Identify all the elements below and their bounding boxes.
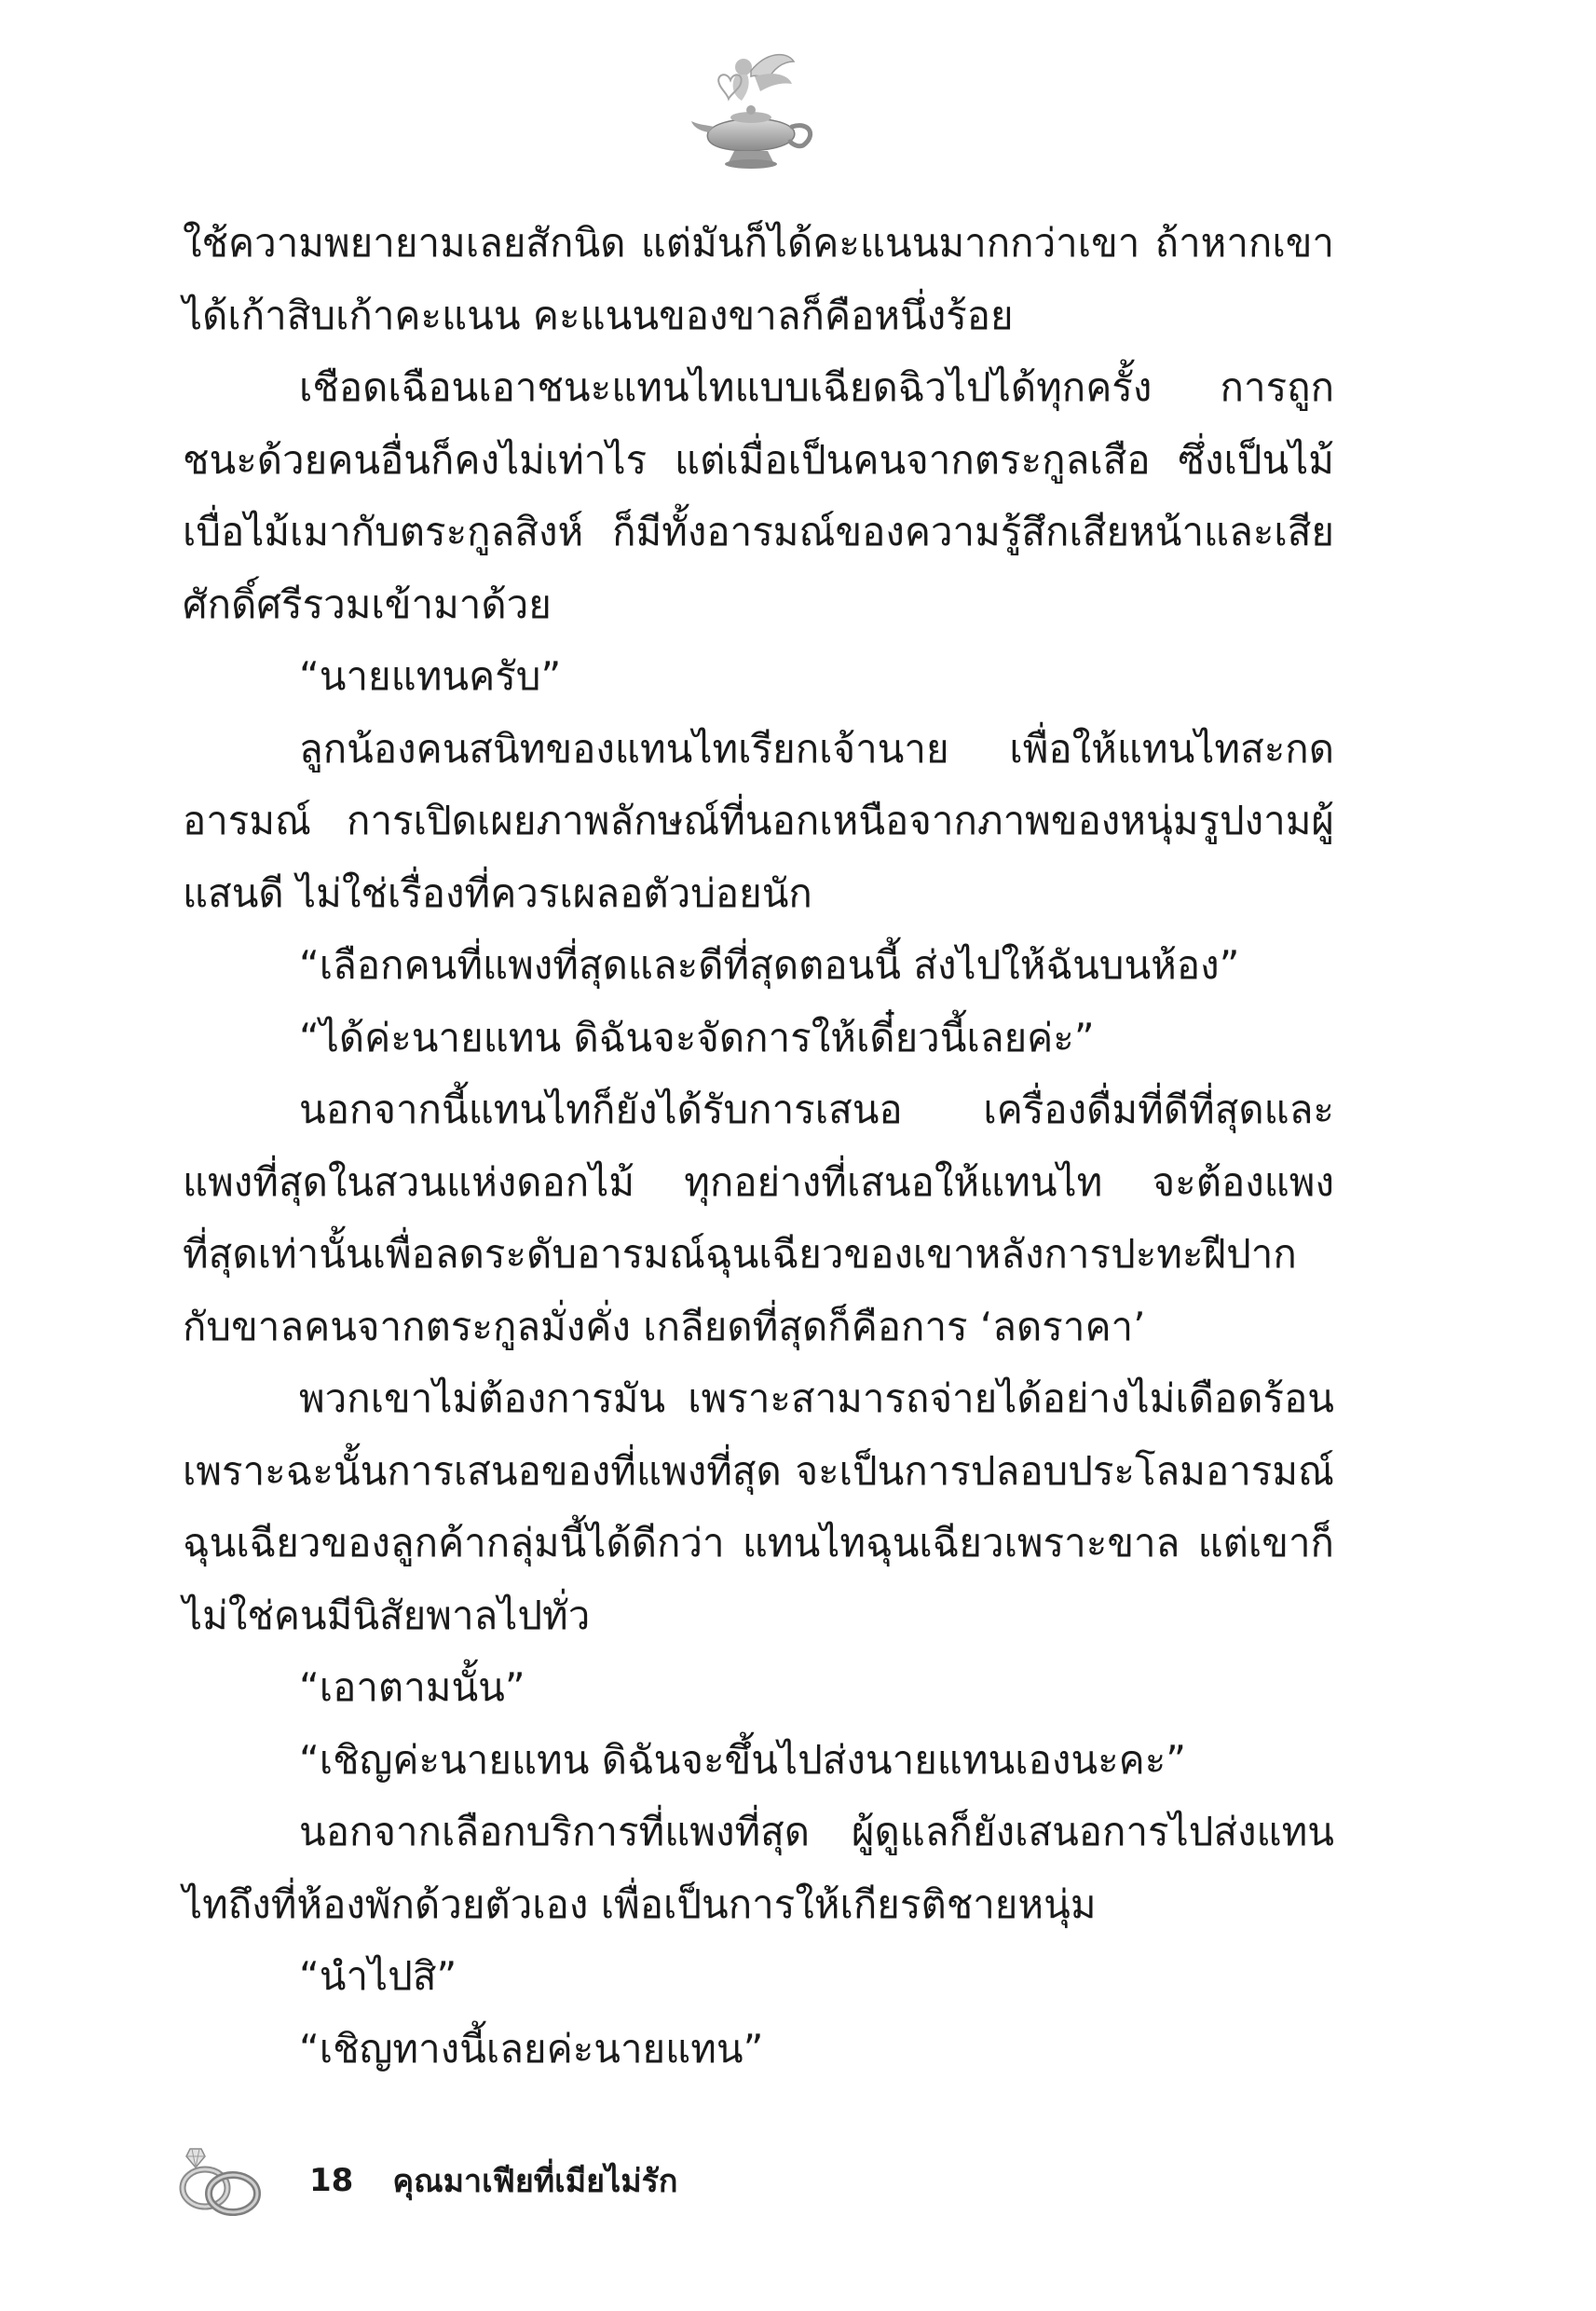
book-title: คุณมาเฟียที่เมียไม่รัก: [392, 2163, 678, 2200]
paragraph: พวกเขาไม่ต้องการมัน เพราะสามารถจ่ายได้อย่างไม่เดือดร้อน เพราะฉะนั้นการเสนอของที่แพงที่สุด จะเป็นการปลอบประโลมอารมณ์ฉุนเฉียวของลูกค้ากลุ่มนี้ได้ดีกว่า แทนไทฉุนเฉียวเพราะขาล แต่เขาก็ไม่ใช่คนมีนิสัยพาลไปทั่ว: [183, 1375, 1334, 1638]
paragraph: เชือดเฉือนเอาชนะแทนไทแบบเฉียดฉิวไปได้ทุกครั้ง การถูกชนะด้วยคนอื่นก็คงไม่เท่าไร แต่เมื่อเป็นคนจากตระกูลเสือ ซึ่งเป็นไม้เบื่อไม้เมากับตระกูลสิงห์ ก็มีทั้งอารมณ์ของความรู้สึกเสียหน้าและเสียศักดิ์ศรีรวมเข้ามาด้วย: [183, 364, 1334, 627]
paragraph: “นายแทนครับ”: [299, 653, 562, 699]
body-text: [183, 207, 1334, 2085]
paragraph: นอกจากนี้แทนไทก็ยังได้รับการเสนอ เครื่องดื่มที่ดีที่สุดและแพงที่สุดในสวนแห่งดอกไม้ ทุกอย่างที่เสนอให้แทนไท จะต้องแพงที่สุดเท่านั้นเพื่อลดระดับอารมณ์ฉุนเฉียวของเขาหลังการปะทะฝีปากกับขาลคนจากตระกูลมั่งคั่ง เกลียดที่สุดก็คือการ ‘ลดราคา’: [183, 1087, 1334, 1349]
genie-lamp-icon: [689, 47, 820, 172]
paragraph: ลูกน้องคนสนิทของแทนไทเรียกเจ้านาย เพื่อให้แทนไทสะกดอารมณ์ การเปิดเผยภาพลักษณ์ที่นอกเหนือจากภาพของหนุ่มรูปงามผู้แสนดี ไม่ใช่เรื่องที่ควรเผลอตัวบ่อยนัก: [183, 725, 1334, 916]
paragraph: “เชิญค่ะนายแทน ดิฉันจะขึ้นไปส่งนายแทนเองนะคะ”: [299, 1736, 1187, 1783]
paragraph: “เชิญทางนี้เลยค่ะนายแทน”: [299, 2025, 764, 2072]
paragraph: นอกจากเลือกบริการที่แพงที่สุด ผู้ดูแลก็ยังเสนอการไปส่งแทนไทถึงที่ห้องพักด้วยตัวเอง เพื่อเป็นการให้เกียรติชายหนุ่ม: [183, 1809, 1334, 1927]
paragraph: “ได้ค่ะนายแทน ดิฉันจะจัดการให้เดี๋ยวนี้เลยค่ะ”: [299, 1014, 1095, 1060]
paragraph: “นำไปสิ”: [299, 1953, 457, 1999]
paragraph: “เอาตามนั้น”: [299, 1664, 525, 1710]
page-number: 18: [309, 2162, 354, 2199]
paragraph: “เลือกคนที่แพงที่สุดและดีที่สุดตอนนี้ ส่งไปให้ฉันบนห้อง”: [299, 942, 1240, 988]
page-footer: [177, 2143, 677, 2218]
paragraph: ใช้ความพยายามเลยสักนิด แต่มันก็ได้คะแนนมากกว่าเขา ถ้าหากเขาได้เก้าสิบเก้าคะแนน คะแนนของขาลก็คือหนึ่งร้อย: [183, 220, 1334, 338]
wedding-rings-icon: [177, 2143, 263, 2218]
